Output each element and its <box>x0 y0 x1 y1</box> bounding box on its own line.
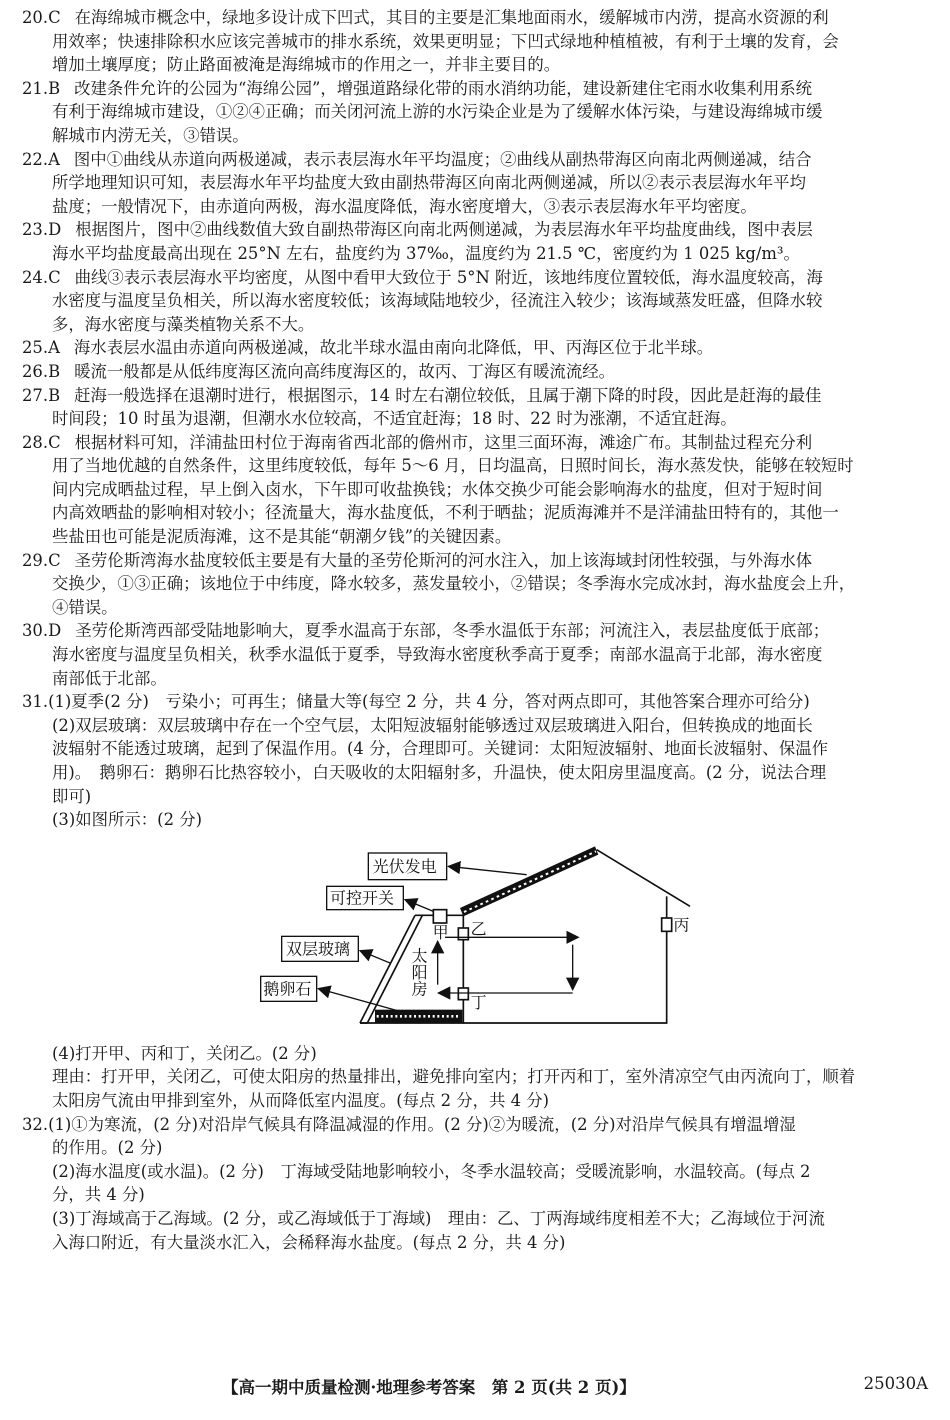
answer-choice: C <box>48 8 61 27</box>
answer-line <box>22 1183 932 1207</box>
pv-panel-icon <box>460 846 598 916</box>
label-jia: 甲 <box>432 922 449 942</box>
line-text: (1)①为寒流，(2 分)对沿岸气候具有降温减湿的作用。(2 分)②为暖流，(2 分)对沿岸气候具有增温增湿 <box>48 1114 796 1134</box>
line-text: 所学地理知识可知，表层海水年平均盐度大致由副热带海区向南北两侧递减，所以②表示表层海水年平均 <box>52 173 806 193</box>
label-pointer <box>448 866 526 874</box>
answer-item <box>22 148 932 219</box>
vent-jia-icon <box>433 909 446 922</box>
line-text: 暖流一般都是从低纬度海区流向高纬度海区的，故丙、丁海区有暖流流经。 <box>74 361 616 381</box>
line-text: (3)如图所示：(2 分) <box>52 810 202 830</box>
answer-line <box>22 761 932 785</box>
line-text: ④错误。 <box>52 597 118 617</box>
line-text: 波辐射不能透过玻璃，起到了保温作用。(4 分，合理即可。关键词：太阳短波辐射、地面长波辐射、保温作 <box>52 739 828 759</box>
question-number: 27. <box>22 385 49 405</box>
answer-line <box>22 714 932 738</box>
answer-item <box>22 384 932 431</box>
question-number: 23. <box>22 220 49 240</box>
answer-choice: C <box>48 267 61 287</box>
answer-line <box>22 1160 932 1184</box>
answer-item <box>22 77 932 148</box>
answer-line <box>22 667 932 691</box>
label-bing: 丙 <box>673 915 690 935</box>
label-room: 阳 <box>411 962 428 982</box>
line-text: 赶海一般选择在退潮时进行，根据图示，14 时左右潮位较低，且属于潮下降的时段，因此是赶海的最佳 <box>74 385 822 405</box>
answer-item <box>22 360 932 384</box>
answer-line <box>22 1136 932 1160</box>
line-text: 些盐田也可能是泥质海滩，这不是其能“朝潮夕钱”的关键因素。 <box>52 527 512 547</box>
line-text: 改建条件允许的公园为“海绵公园”，增强道路绿化带的雨水消纳功能，建设新建住宅雨水收集利用系统 <box>74 78 813 98</box>
question-number: 22. <box>22 149 49 169</box>
answer-choice: B <box>48 385 61 405</box>
question-number: 26. <box>22 361 49 381</box>
answer-line <box>22 619 932 643</box>
answer-line <box>22 1042 932 1066</box>
question-number: 25. <box>22 338 49 358</box>
answer-line <box>22 124 932 148</box>
roof-line <box>597 849 690 906</box>
question-number: 30. <box>22 621 49 641</box>
answer-line <box>22 1207 932 1231</box>
line-text: 水密度与温度呈负相关，所以海水密度较低；该海域陆地较少，径流注入较少；该海域蒸发旺盛，但降水较 <box>52 291 823 311</box>
label-pv: 光伏发电 <box>372 856 437 876</box>
answer-line <box>22 572 932 596</box>
answer-line <box>22 195 932 219</box>
answer-item <box>22 431 932 549</box>
answer-choice: A <box>48 149 60 169</box>
line-text: 曲线③表示表层海水平均密度，从图中看甲大致位于 5°N 附近，该地纬度位置较低，海水温度较高，海 <box>74 267 823 287</box>
answer-line <box>22 596 932 620</box>
answer-choice: C <box>48 550 61 570</box>
line-text: 分，共 4 分) <box>52 1185 145 1205</box>
label-pointer <box>360 950 390 962</box>
answer-item <box>22 6 932 77</box>
answer-line <box>22 501 932 525</box>
line-text: 圣劳伦斯湾西部受陆地影响大，夏季水温高于东部，冬季水温低于东部；河流注入，表层盐度低于底部； <box>75 621 830 641</box>
line-text: (3)丁海域高于乙海域。(2 分，或乙海域低于丁海域) 理由：乙、丁两海域纬度相差不大；乙海域位于河流 <box>52 1208 825 1228</box>
answer-line <box>22 148 932 172</box>
answer-item <box>22 266 932 337</box>
answer-line <box>22 808 932 832</box>
answer-line <box>22 454 932 478</box>
answer-line <box>22 431 932 455</box>
question-number: 20. <box>22 8 49 27</box>
glass-outer <box>360 915 415 1023</box>
question-32 <box>22 1113 932 1255</box>
line-text: 解城市内涝无关，③错误。 <box>52 125 249 145</box>
answer-choice: B <box>48 361 61 381</box>
line-text: 的作用。(2 分) <box>52 1138 163 1158</box>
solar-house-diagram <box>260 838 700 1038</box>
question-number: 31. <box>22 692 49 712</box>
label-switch: 可控开关 <box>330 888 395 908</box>
answer-line <box>22 30 932 54</box>
answer-line <box>22 1089 932 1113</box>
answer-line <box>22 289 932 313</box>
question-number: 21. <box>22 78 49 98</box>
answer-choice: A <box>48 338 60 358</box>
answer-line <box>22 336 932 360</box>
footer-title: 【高一期中质量检测·地理参考答案 第 2 页(共 2 页)】 <box>222 1378 636 1397</box>
vent-ding-icon <box>458 988 468 1000</box>
answer-line <box>22 478 932 502</box>
answer-line <box>22 690 932 714</box>
question-number: 24. <box>22 267 49 287</box>
answer-line <box>22 643 932 667</box>
label-yi: 乙 <box>470 919 487 939</box>
answer-line <box>22 407 932 431</box>
label-room: 太 <box>411 946 428 966</box>
line-text: 用)。 鹅卵石：鹅卵石比热容较小，白天吸收的太阳辐射多，升温快，使太阳房里温度高。(2 分，说法合理 <box>52 763 827 782</box>
line-text: 理由：打开甲，关闭乙，可使太阳房的热量排出，避免排向室内；打开丙和丁，室外清凉空气由丙流向丁，顺着 <box>52 1067 856 1087</box>
line-text: 海水平均盐度最高出现在 25°N 左右，盐度约为 37‰，温度约为 21.5 ℃，密度约为 1 025 kg/m³。 <box>52 243 800 263</box>
question-number: 32. <box>22 1114 49 1134</box>
line-text: 增加土壤厚度；防止路面被淹是海绵城市的作用之一，并非主要目的。 <box>52 55 561 75</box>
line-text: 间内完成晒盐过程，早上倒入卤水，下午即可收盐换钱；水体交换少可能会影响海水的盐度，但对于短时间 <box>52 479 823 499</box>
answer-line <box>22 171 932 195</box>
answer-line <box>22 266 932 290</box>
line-text: 时间段；10 时虽为退潮，但潮水水位较高，不适宜赶海；18 时、22 时为涨潮，不适宜赶海。 <box>52 409 737 429</box>
answer-line <box>22 242 932 266</box>
answer-content <box>22 6 932 1254</box>
line-text: 圣劳伦斯湾海水盐度较低主要是有大量的圣劳伦斯河的河水注入，加上该海域封闭性较强，与外海水体 <box>74 550 813 570</box>
footer-code: 25030A <box>863 1374 928 1393</box>
answer-line <box>22 218 932 242</box>
answer-line <box>22 360 932 384</box>
label-glass: 双层玻璃 <box>286 939 351 959</box>
answer-item <box>22 218 932 265</box>
answer-item <box>22 336 932 360</box>
line-text: 图中①曲线从赤道向两极递减，表示表层海水年平均温度；②曲线从副热带海区向南北两侧递减，结合 <box>73 149 812 169</box>
pebble-icon <box>375 1009 462 1022</box>
line-text: (1)夏季(2 分) 亏染小；可再生；储量大等(每空 2 分，共 4 分，答对两点即可，其他答案合理亦可给分) <box>48 692 810 712</box>
answer-line <box>22 1113 932 1137</box>
answer-line <box>22 313 932 337</box>
label-pointer <box>318 988 400 1011</box>
line-text: 根据材料可知，洋浦盐田村位于海南省西北部的儋州市，这里三面环海，滩途广布。其制盐过程充分利 <box>74 432 813 452</box>
answer-line <box>22 6 932 30</box>
answer-item <box>22 549 932 620</box>
answer-line <box>22 77 932 101</box>
answer-line <box>22 53 932 77</box>
question-number: 28. <box>22 432 49 452</box>
line-text: 即可) <box>52 786 92 806</box>
line-text: 多，海水密度与藻类植物关系不大。 <box>52 314 315 334</box>
line-text: 有利于海绵城市建设，①②④正确；而关闭河流上游的水污染企业是为了缓解水体污染，与建设海绵城市缓 <box>52 102 823 122</box>
answer-line <box>22 737 932 761</box>
answer-line <box>22 1065 932 1089</box>
answer-item <box>22 619 932 690</box>
line-text: 入海口附近，有大量淡水汇入，会稀释海水盐度。(每点 2 分，共 4 分) <box>52 1232 566 1252</box>
line-text: 用效率；快速排除积水应该完善城市的排水系统，效果更明显；下凹式绿地种植植被，有利于土壤的发育，会 <box>52 31 839 51</box>
answer-choice: C <box>48 432 61 452</box>
answer-choice: D <box>48 220 62 240</box>
label-ding: 丁 <box>470 992 487 1012</box>
line-text: 根据图片，图中②曲线数值大致自副热带海区向南北两侧递减，为表层海水年平均盐度曲线，图中表层 <box>75 220 813 240</box>
question-number: 29. <box>22 550 49 570</box>
answer-line <box>22 384 932 408</box>
line-text: 交换少，①③正确；该地位于中纬度，降水较多，蒸发量较小，②错误；冬季海水完成冰封，海水盐度会上升， <box>52 574 856 594</box>
line-text: (4)打开甲、丙和丁，关闭乙。(2 分) <box>52 1043 317 1063</box>
line-text: 用了当地优越的自然条件，这里纬度较低，每年 5～6 月，日均温高，日照时间长，海水蒸发快，能够在较短时 <box>52 456 854 476</box>
label-pebble: 鹅卵石 <box>263 979 312 999</box>
answer-line <box>22 785 932 809</box>
answer-line <box>22 549 932 573</box>
line-text: 海水表层水温由赤道向两极递减，故北半球水温由南向北降低，甲、丙海区位于北半球。 <box>73 338 714 358</box>
page-footer <box>0 1374 950 1400</box>
line-text: (2)双层玻璃：双层玻璃中存在一个空气层，太阳短波辐射能够透过双层玻璃进入阳台，但转换成的地面长 <box>52 715 813 735</box>
line-text: 盐度；一般情况下，由赤道向两极，海水温度降低，海水密度增大，③表示表层海水年平均密度。 <box>52 196 757 216</box>
vent-bing-icon <box>662 918 672 931</box>
label-room: 房 <box>411 979 428 999</box>
label-pointer <box>405 899 433 911</box>
answer-line <box>22 1231 932 1255</box>
answer-choice: D <box>48 621 62 641</box>
line-text: (2)海水温度(或水温)。(2 分) 丁海域受陆地影响较小，冬季水温较高；受暖流影响，水温较高。(每点 2 <box>52 1161 811 1181</box>
line-text: 南部低于北部。 <box>52 668 167 688</box>
line-text: 内高效晒盐的影响相对较小；径流量大，海水盐度低，不利于晒盐；泥质海滩并不是洋浦盐田特有的，其他一 <box>52 503 839 523</box>
line-text: 海水密度与温度呈负相关，秋季水温低于夏季，导致海水密度秋季高于夏季；南部水温高于北部，海水密度 <box>52 645 823 665</box>
answer-choice: B <box>48 78 61 98</box>
answer-line <box>22 100 932 124</box>
line-text: 太阳房气流由甲排到室外，从而降低室内温度。(每点 2 分，共 4 分) <box>52 1090 550 1110</box>
line-text: 在海绵城市概念中，绿地多设计成下凹式，其目的主要是汇集地面雨水，缓解城市内涝，提高水资源的利 <box>74 8 829 27</box>
question-31 <box>22 690 932 1112</box>
answer-line <box>22 525 932 549</box>
